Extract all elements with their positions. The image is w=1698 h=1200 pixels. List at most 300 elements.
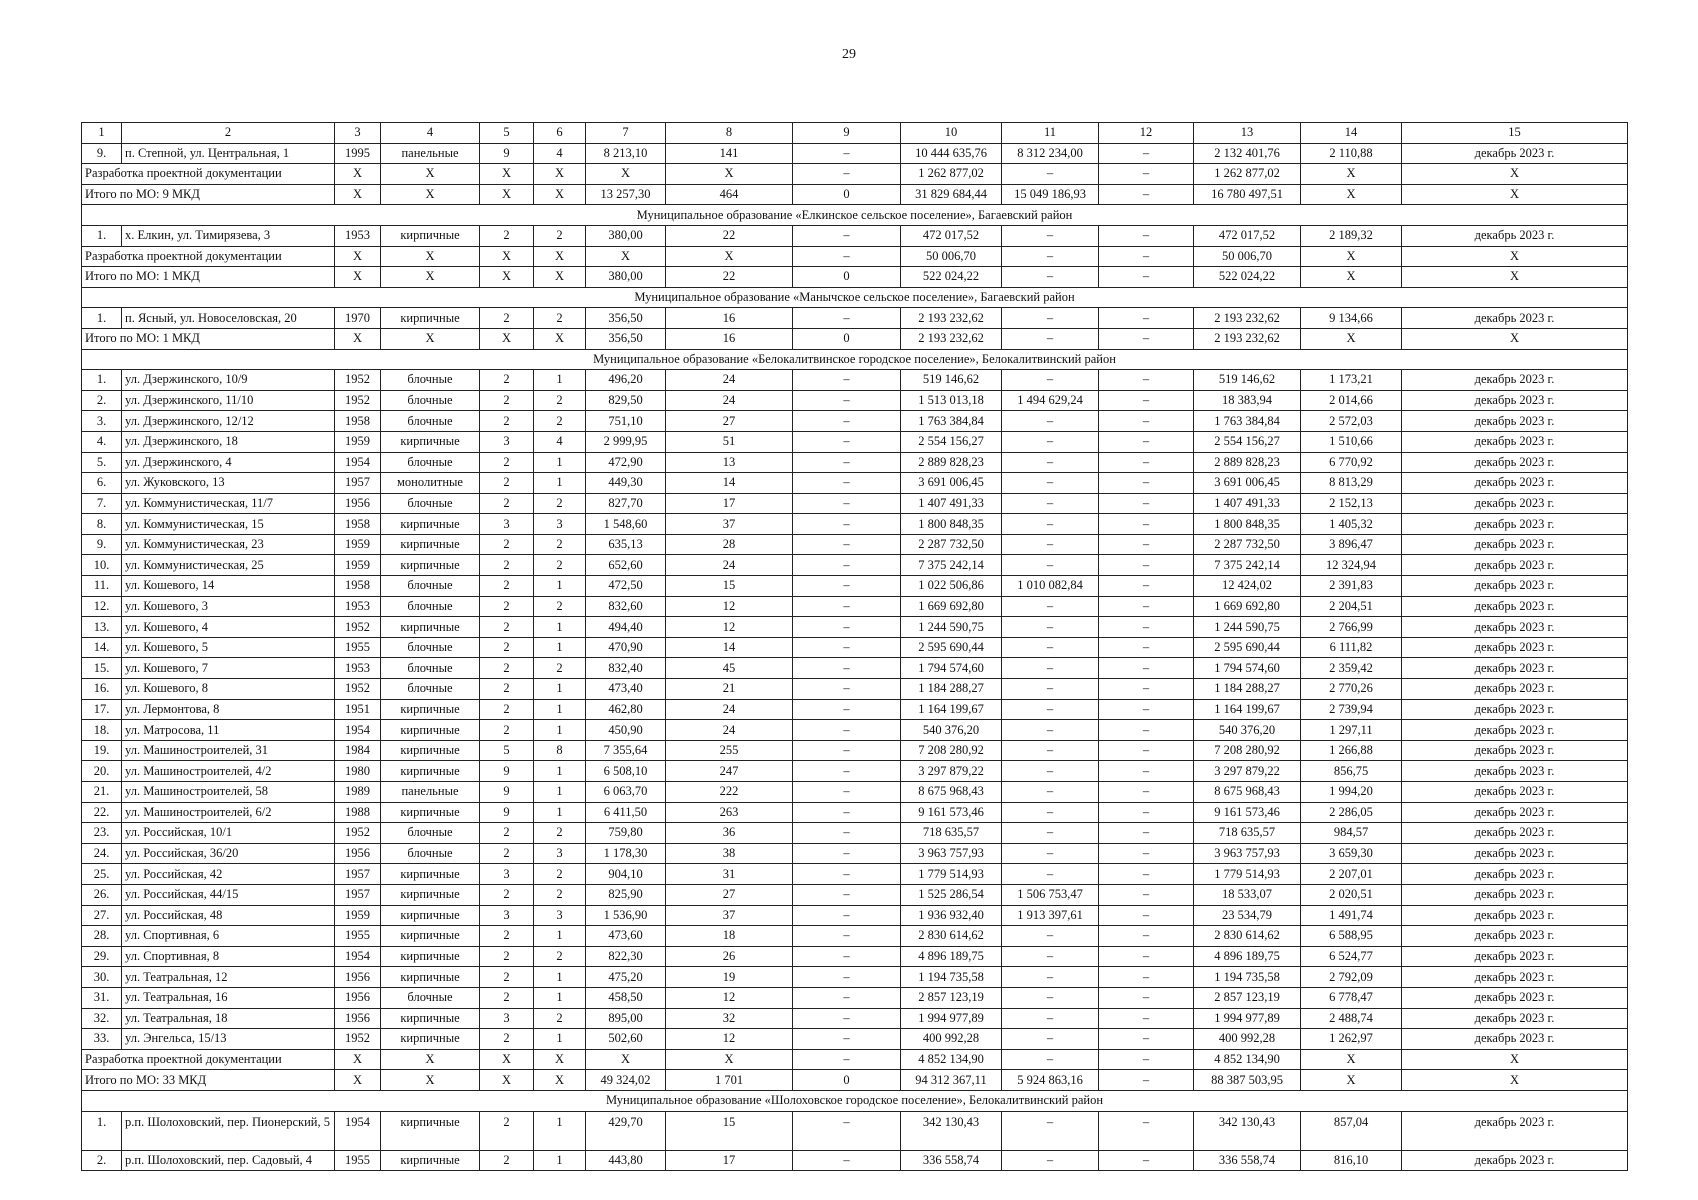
table-cell: – <box>1099 431 1194 452</box>
table-cell: 22 <box>666 225 793 246</box>
table-cell: 2 <box>480 596 534 617</box>
table-cell: 832,60 <box>586 596 666 617</box>
table-cell: 1954 <box>335 452 381 473</box>
table-cell: 857,04 <box>1301 1111 1402 1150</box>
address-cell: ул. Кошевого, 5 <box>122 637 335 658</box>
table-cell: 2 <box>534 1008 586 1029</box>
table-cell: – <box>1099 740 1194 761</box>
table-cell: 2 <box>534 823 586 844</box>
table-cell: декабрь 2023 г. <box>1402 514 1628 535</box>
table-cell: декабрь 2023 г. <box>1402 555 1628 576</box>
address-cell: ул. Машиностроителей, 6/2 <box>122 802 335 823</box>
table-cell: 14 <box>666 473 793 494</box>
table-cell: – <box>1002 987 1099 1008</box>
table-cell: X <box>1402 267 1628 288</box>
table-cell: декабрь 2023 г. <box>1402 431 1628 452</box>
table-cell: 2 595 690,44 <box>1194 637 1301 658</box>
table-cell: 2 <box>480 1111 534 1150</box>
table-cell: 2 <box>480 411 534 432</box>
table-cell: декабрь 2023 г. <box>1402 370 1628 391</box>
table-cell: 3 691 006,45 <box>1194 473 1301 494</box>
row-number: 8. <box>82 514 122 535</box>
housing-table <box>81 122 1628 1171</box>
col-header: 10 <box>901 123 1002 144</box>
table-cell: – <box>793 246 901 267</box>
table-cell: – <box>793 411 901 432</box>
address-cell: ул. Коммунистическая, 11/7 <box>122 493 335 514</box>
table-cell: 1955 <box>335 926 381 947</box>
table-cell: 12 <box>666 1029 793 1050</box>
table-cell: декабрь 2023 г. <box>1402 143 1628 164</box>
table-row <box>82 823 1628 844</box>
table-cell: X <box>534 1049 586 1070</box>
col-header: 12 <box>1099 123 1194 144</box>
table-cell: – <box>793 905 901 926</box>
table-cell: X <box>586 164 666 185</box>
table-cell: 1958 <box>335 411 381 432</box>
table-cell: декабрь 2023 г. <box>1402 967 1628 988</box>
table-cell: X <box>1301 246 1402 267</box>
table-cell: 2 189,32 <box>1301 225 1402 246</box>
table-cell: декабрь 2023 г. <box>1402 802 1628 823</box>
summary-label: Разработка проектной документации <box>82 164 335 185</box>
summary-label: Итого по МО: 1 МКД <box>82 328 335 349</box>
table-cell: – <box>1099 370 1194 391</box>
table-cell: 1 297,11 <box>1301 720 1402 741</box>
table-cell: – <box>1002 946 1099 967</box>
table-cell: 16 780 497,51 <box>1194 184 1301 205</box>
table-row <box>82 225 1628 246</box>
table-cell: 13 257,30 <box>586 184 666 205</box>
table-cell: 1 <box>534 926 586 947</box>
table-row <box>82 431 1628 452</box>
table-cell: 2 <box>480 1029 534 1050</box>
row-number: 17. <box>82 699 122 720</box>
table-cell: 1 407 491,33 <box>901 493 1002 514</box>
table-cell: 2 287 732,50 <box>901 534 1002 555</box>
col-header: 15 <box>1402 123 1628 144</box>
table-cell: – <box>1002 761 1099 782</box>
table-cell: блочные <box>381 452 480 473</box>
table-cell: X <box>480 1049 534 1070</box>
table-cell: 1 779 514,93 <box>901 864 1002 885</box>
table-cell: 1 800 848,35 <box>901 514 1002 535</box>
table-cell: – <box>1002 370 1099 391</box>
table-cell: – <box>1002 637 1099 658</box>
table-row <box>82 905 1628 926</box>
table-cell: X <box>381 1070 480 1091</box>
table-cell: 6 770,92 <box>1301 452 1402 473</box>
table-cell: 1954 <box>335 720 381 741</box>
column-number-row <box>82 123 1628 144</box>
summary-label: Итого по МО: 33 МКД <box>82 1070 335 1091</box>
table-cell: 1956 <box>335 967 381 988</box>
row-number: 21. <box>82 782 122 803</box>
table-cell: 1 669 692,80 <box>901 596 1002 617</box>
table-cell: декабрь 2023 г. <box>1402 617 1628 638</box>
table-cell: – <box>793 1150 901 1171</box>
table-cell: 15 <box>666 1111 793 1150</box>
table-cell: 1 244 590,75 <box>1194 617 1301 638</box>
table-cell: 1 262 877,02 <box>901 164 1002 185</box>
summary-row <box>82 1070 1628 1091</box>
table-cell: 4 <box>534 431 586 452</box>
table-cell: декабрь 2023 г. <box>1402 740 1628 761</box>
table-cell: 1 510,66 <box>1301 431 1402 452</box>
col-header: 6 <box>534 123 586 144</box>
table-cell: 1952 <box>335 617 381 638</box>
table-cell: – <box>793 946 901 967</box>
table-row <box>82 658 1628 679</box>
table-cell: 652,60 <box>586 555 666 576</box>
address-cell: ул. Дзержинского, 4 <box>122 452 335 473</box>
table-cell: 50 006,70 <box>1194 246 1301 267</box>
table-cell: 475,20 <box>586 967 666 988</box>
table-cell: 27 <box>666 884 793 905</box>
table-cell: 1 194 735,58 <box>1194 967 1301 988</box>
table-cell: 3 <box>480 905 534 926</box>
table-cell: 6 778,47 <box>1301 987 1402 1008</box>
table-cell: 6 411,50 <box>586 802 666 823</box>
table-cell: декабрь 2023 г. <box>1402 699 1628 720</box>
table-cell: – <box>1002 740 1099 761</box>
table-cell: – <box>1002 452 1099 473</box>
table-cell: – <box>1099 493 1194 514</box>
address-cell: ул. Кошевого, 3 <box>122 596 335 617</box>
table-cell: 2 <box>534 596 586 617</box>
table-cell: 1 <box>534 699 586 720</box>
table-cell: 3 <box>480 431 534 452</box>
col-header: 8 <box>666 123 793 144</box>
table-cell: декабрь 2023 г. <box>1402 411 1628 432</box>
table-cell: X <box>335 328 381 349</box>
table-cell: – <box>1099 884 1194 905</box>
section-header-row <box>82 287 1628 308</box>
table-row <box>82 534 1628 555</box>
table-row <box>82 596 1628 617</box>
table-cell: 26 <box>666 946 793 967</box>
table-cell: 13 <box>666 452 793 473</box>
table-cell: 8 675 968,43 <box>1194 782 1301 803</box>
table-cell: 2 <box>534 884 586 905</box>
table-cell: 2 <box>480 576 534 597</box>
table-cell: 1 164 199,67 <box>901 699 1002 720</box>
table-cell: – <box>1002 493 1099 514</box>
table-cell: блочные <box>381 411 480 432</box>
table-cell: 2 999,95 <box>586 431 666 452</box>
table-cell: декабрь 2023 г. <box>1402 390 1628 411</box>
summary-row <box>82 328 1628 349</box>
table-cell: 2 <box>480 617 534 638</box>
table-cell: блочные <box>381 679 480 700</box>
table-cell: 3 <box>534 905 586 926</box>
table-cell: X <box>381 164 480 185</box>
table-cell: декабрь 2023 г. <box>1402 1008 1628 1029</box>
table-cell: 472 017,52 <box>901 225 1002 246</box>
table-cell: 17 <box>666 1150 793 1171</box>
table-cell: X <box>534 246 586 267</box>
table-cell: 1951 <box>335 699 381 720</box>
table-cell: X <box>586 1049 666 1070</box>
table-cell: 2 739,94 <box>1301 699 1402 720</box>
summary-row <box>82 1049 1628 1070</box>
table-cell: – <box>793 1111 901 1150</box>
address-cell: ул. Машиностроителей, 58 <box>122 782 335 803</box>
table-row <box>82 576 1628 597</box>
table-cell: 2 020,51 <box>1301 884 1402 905</box>
table-cell: – <box>793 720 901 741</box>
table-cell: 4 896 189,75 <box>1194 946 1301 967</box>
table-cell: – <box>793 370 901 391</box>
section-header-row <box>82 349 1628 370</box>
table-cell: 336 558,74 <box>1194 1150 1301 1171</box>
table-cell: – <box>1099 267 1194 288</box>
table-cell: 2 <box>480 658 534 679</box>
table-cell: 1 763 384,84 <box>1194 411 1301 432</box>
table-cell: 4 852 134,90 <box>901 1049 1002 1070</box>
table-cell: 7 355,64 <box>586 740 666 761</box>
table-cell: – <box>1002 864 1099 885</box>
table-cell: – <box>1002 802 1099 823</box>
table-cell: 5 924 863,16 <box>1002 1070 1099 1091</box>
table-cell: – <box>793 926 901 947</box>
table-cell: 2 572,03 <box>1301 411 1402 432</box>
table-row <box>82 843 1628 864</box>
col-header: 14 <box>1301 123 1402 144</box>
address-cell: ул. Коммунистическая, 25 <box>122 555 335 576</box>
table-cell: 2 193 232,62 <box>901 328 1002 349</box>
table-cell: 1 <box>534 370 586 391</box>
table-cell: 829,50 <box>586 390 666 411</box>
table-cell: 1957 <box>335 473 381 494</box>
row-number: 32. <box>82 1008 122 1029</box>
table-cell: 2 <box>480 926 534 947</box>
table-cell: – <box>1099 1029 1194 1050</box>
table-cell: 2 <box>534 308 586 329</box>
table-cell: 522 024,22 <box>1194 267 1301 288</box>
table-cell: 2 359,42 <box>1301 658 1402 679</box>
table-cell: 3 691 006,45 <box>901 473 1002 494</box>
table-cell: 4 852 134,90 <box>1194 1049 1301 1070</box>
table-cell: – <box>793 864 901 885</box>
table-cell: X <box>534 1070 586 1091</box>
row-number: 3. <box>82 411 122 432</box>
row-number: 6. <box>82 473 122 494</box>
table-cell: – <box>793 514 901 535</box>
table-cell: 1 <box>534 720 586 741</box>
table-cell: 751,10 <box>586 411 666 432</box>
table-row <box>82 1150 1628 1171</box>
table-cell: X <box>335 267 381 288</box>
row-number: 20. <box>82 761 122 782</box>
table-cell: 2 857 123,19 <box>901 987 1002 1008</box>
table-cell: 1 184 288,27 <box>901 679 1002 700</box>
table-cell: X <box>1402 184 1628 205</box>
table-cell: 1 548,60 <box>586 514 666 535</box>
table-cell: блочные <box>381 637 480 658</box>
table-cell: декабрь 2023 г. <box>1402 534 1628 555</box>
table-cell: 2 <box>534 555 586 576</box>
table-cell: декабрь 2023 г. <box>1402 1150 1628 1171</box>
table-cell: X <box>335 1070 381 1091</box>
table-cell: 1 994,20 <box>1301 782 1402 803</box>
table-cell: 88 387 503,95 <box>1194 1070 1301 1091</box>
table-cell: – <box>1002 720 1099 741</box>
table-cell: 1 184 288,27 <box>1194 679 1301 700</box>
table-cell: 8 675 968,43 <box>901 782 1002 803</box>
address-cell: ул. Коммунистическая, 15 <box>122 514 335 535</box>
table-cell: 1952 <box>335 390 381 411</box>
table-cell: – <box>793 164 901 185</box>
summary-label: Итого по МО: 9 МКД <box>82 184 335 205</box>
table-cell: X <box>335 246 381 267</box>
table-cell: – <box>1099 617 1194 638</box>
table-cell: 37 <box>666 514 793 535</box>
table-cell: X <box>1301 328 1402 349</box>
table-cell: – <box>1002 1008 1099 1029</box>
table-cell: 2 889 828,23 <box>1194 452 1301 473</box>
table-cell: 2 <box>480 555 534 576</box>
table-cell: 2 792,09 <box>1301 967 1402 988</box>
table-row <box>82 637 1628 658</box>
table-cell: 718 635,57 <box>1194 823 1301 844</box>
table-cell: декабрь 2023 г. <box>1402 905 1628 926</box>
table-cell: кирпичные <box>381 1008 480 1029</box>
table-cell: 2 554 156,27 <box>1194 431 1301 452</box>
address-cell: ул. Жуковского, 13 <box>122 473 335 494</box>
row-number: 26. <box>82 884 122 905</box>
row-number: 13. <box>82 617 122 638</box>
table-row <box>82 473 1628 494</box>
section-title: Муниципальное образование «Белокалитвинское городское поселение», Белокалитвинский район <box>82 349 1628 370</box>
table-cell: кирпичные <box>381 761 480 782</box>
table-cell: – <box>1099 143 1194 164</box>
table-cell: X <box>335 164 381 185</box>
address-cell: ул. Кошевого, 7 <box>122 658 335 679</box>
table-cell: блочные <box>381 596 480 617</box>
table-cell: 380,00 <box>586 225 666 246</box>
table-cell: 825,90 <box>586 884 666 905</box>
table-row <box>82 926 1628 947</box>
table-cell: 356,50 <box>586 328 666 349</box>
address-cell: ул. Театральная, 18 <box>122 1008 335 1029</box>
table-cell: декабрь 2023 г. <box>1402 308 1628 329</box>
table-row <box>82 411 1628 432</box>
table-cell: 2 <box>480 473 534 494</box>
row-number: 29. <box>82 946 122 967</box>
table-cell: – <box>793 143 901 164</box>
table-cell: 2 <box>480 390 534 411</box>
table-cell: – <box>1002 1029 1099 1050</box>
table-cell: 9 <box>480 782 534 803</box>
col-header: 4 <box>381 123 480 144</box>
table-cell: кирпичные <box>381 740 480 761</box>
table-cell: – <box>1002 926 1099 947</box>
table-cell: 2 193 232,62 <box>1194 308 1301 329</box>
row-number: 25. <box>82 864 122 885</box>
address-cell: ул. Спортивная, 8 <box>122 946 335 967</box>
table-cell: декабрь 2023 г. <box>1402 884 1628 905</box>
table-cell: X <box>534 164 586 185</box>
summary-row <box>82 246 1628 267</box>
table-cell: 27 <box>666 411 793 432</box>
table-cell: блочные <box>381 843 480 864</box>
table-cell: блочные <box>381 576 480 597</box>
table-cell: 24 <box>666 370 793 391</box>
table-cell: 1958 <box>335 514 381 535</box>
table-cell: 1 <box>534 1111 586 1150</box>
table-cell: – <box>793 576 901 597</box>
table-cell: 2 204,51 <box>1301 596 1402 617</box>
table-cell: кирпичные <box>381 617 480 638</box>
table-cell: 7 375 242,14 <box>1194 555 1301 576</box>
row-number: 5. <box>82 452 122 473</box>
table-cell: 1959 <box>335 555 381 576</box>
table-cell: 1956 <box>335 987 381 1008</box>
table-cell: 8 <box>534 740 586 761</box>
table-cell: 24 <box>666 390 793 411</box>
table-cell: 1 701 <box>666 1070 793 1091</box>
table-cell: 2 <box>534 493 586 514</box>
table-cell: – <box>793 534 901 555</box>
table-cell: 37 <box>666 905 793 926</box>
row-number: 31. <box>82 987 122 1008</box>
table-cell: 400 992,28 <box>1194 1029 1301 1050</box>
table-cell: – <box>1002 431 1099 452</box>
table-cell: 3 963 757,93 <box>1194 843 1301 864</box>
address-cell: ул. Театральная, 12 <box>122 967 335 988</box>
table-cell: – <box>1002 411 1099 432</box>
table-cell: кирпичные <box>381 431 480 452</box>
row-number: 1. <box>82 225 122 246</box>
table-cell: 38 <box>666 843 793 864</box>
table-cell: 15 <box>666 576 793 597</box>
table-cell: 1 <box>534 617 586 638</box>
table-cell: – <box>1002 967 1099 988</box>
table-cell: 2 207,01 <box>1301 864 1402 885</box>
table-cell: 141 <box>666 143 793 164</box>
table-cell: 263 <box>666 802 793 823</box>
table-cell: 3 <box>480 514 534 535</box>
table-cell: 540 376,20 <box>901 720 1002 741</box>
table-cell: 2 <box>480 823 534 844</box>
summary-label: Разработка проектной документации <box>82 246 335 267</box>
address-cell: ул. Дзержинского, 11/10 <box>122 390 335 411</box>
table-cell: 1 794 574,60 <box>901 658 1002 679</box>
table-cell: 1957 <box>335 864 381 885</box>
address-cell: ул. Лермонтова, 8 <box>122 699 335 720</box>
table-cell: – <box>1099 905 1194 926</box>
table-cell: X <box>666 246 793 267</box>
table-cell: кирпичные <box>381 1029 480 1050</box>
table-cell: – <box>793 493 901 514</box>
address-cell: ул. Машиностроителей, 31 <box>122 740 335 761</box>
table-cell: – <box>1099 823 1194 844</box>
table-cell: 2 <box>480 884 534 905</box>
table-cell: – <box>1099 596 1194 617</box>
table-row <box>82 370 1628 391</box>
address-cell: ул. Машиностроителей, 4/2 <box>122 761 335 782</box>
table-row <box>82 782 1628 803</box>
table-cell: 2 <box>480 225 534 246</box>
row-number: 28. <box>82 926 122 947</box>
table-cell: 443,80 <box>586 1150 666 1171</box>
table-cell: – <box>793 308 901 329</box>
table-cell: – <box>1099 679 1194 700</box>
table-cell: – <box>1002 308 1099 329</box>
table-cell: – <box>1002 246 1099 267</box>
row-number: 10. <box>82 555 122 576</box>
